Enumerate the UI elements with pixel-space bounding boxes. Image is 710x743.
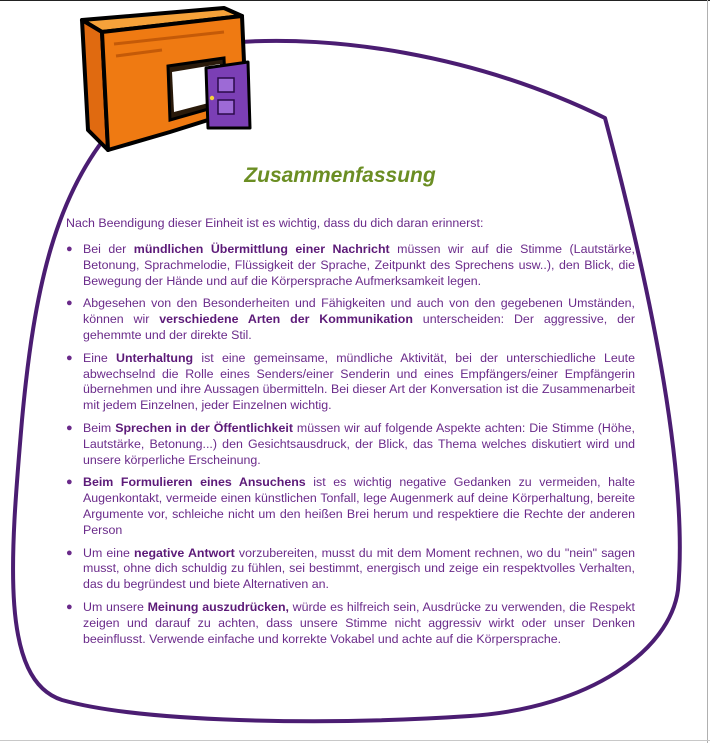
open-door-box-icon — [74, 4, 256, 156]
summary-list — [66, 242, 635, 654]
list-item: ● Beim Formulieren eines Ansuchens ist es wichtig negative Gedanken zu vermeiden, halte Augenkontakt, vermeide einen künstlichen Tonfall, lege Augenmerk auf deine Körperhaltung, bereite Argumente vor, schleiche nicht um den heißen Brei herum und respektiere die Rechte der anderen Person — [66, 475, 635, 537]
bullet-icon: ● — [66, 351, 73, 364]
bullet-icon: ● — [66, 600, 73, 613]
list-item: ● Abgesehen von den Besonderheiten und Fähigkeiten und auch von den gegebenen Umständen, können wir verschiedene Arten der Kommunikation unterscheiden: Der aggressive, der gehemmte und der direkte Stil. — [66, 296, 635, 342]
bullet-icon: ● — [66, 421, 73, 434]
list-item: ● Bei der mündlichen Übermittlung einer Nachricht müssen wir auf die Stimme (Lautstärke, Betonung, Sprachmelodie, Flüssigkeit der Sprache, Zeitpunkt des Sprechens usw..), den Blick, die Bewegung der Hände und auf die Körpersprache Aufmerksamkeit legen. — [66, 242, 635, 288]
bullet-icon: ● — [66, 546, 73, 559]
list-item: ● Beim Sprechen in der Öffentlichkeit müssen wir auf folgende Aspekte achten: Die Stimme (Höhe, Lautstärke, Betonung...) den Gesichtsausdruck, der Blick, das Thema welches diskutiert wird und unsere körperliche Erscheinung. — [66, 420, 635, 467]
intro-text: Nach Beendigung dieser Einheit ist es wichtig, dass du dich daran erinnerst: — [66, 216, 484, 230]
page-title: Zusammenfassung — [244, 164, 436, 187]
list-item: ● Eine Unterhaltung ist eine gemeinsame, mündliche Aktivität, bei der unterschiedliche Leute abwechselnd die Rolle eines Senders/einer Senderin und eines Empfängers/einer Empfängerin übernehmen und ihre Aussagen übermitteln. Bei dieser Art der Konversation ist die Zusammenarbeit mit jedem Einzelnen, jeder Einzelnen wichtig. — [66, 350, 635, 413]
list-item: ● Um eine negative Antwort vorzubereiten, musst du mit dem Moment rechnen, wo du "nein" sagen musst, ohne dich schuldig zu fühlen, sei bestimmt, energisch und zeige ein respektvolles Verhalten, das du begründest und biete Alternativen an. — [66, 545, 635, 592]
bullet-icon: ● — [66, 476, 73, 489]
bullet-icon: ● — [66, 297, 73, 310]
list-item: ● Um unsere Meinung auszudrücken, würde es hilfreich sein, Ausdrücke zu verwenden, die Respekt zeigen und darauf zu achten, dass unsere Stimme nicht aggressiv wirkt oder unser Denken beeinflusst. Verwende einfache und korrekte Vokabel und achte auf die Körpersprache. — [66, 599, 635, 646]
bullet-icon: ● — [66, 243, 73, 255]
